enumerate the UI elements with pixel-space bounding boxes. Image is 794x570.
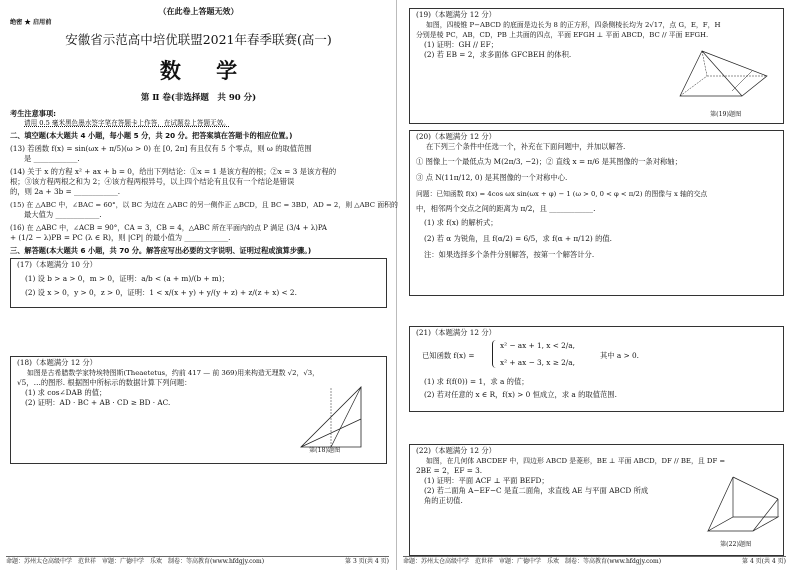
q21-heading: (21)（本题满分 12 分） [416, 328, 496, 337]
q20-part-1: (1) 求 f(x) 的解析式； [424, 218, 498, 227]
q19-part-1: (1) 证明：GH // EF； [424, 40, 498, 49]
q19-text: 如图，四棱锥 P−ABCD 的底面是边长为 8 的正方形，四条侧棱长均为 2√17，点 G，E，F，H [426, 21, 721, 29]
q22-part-3: 角的正切值. [424, 496, 463, 505]
q21-condition: 其中 a > 0. [600, 351, 639, 360]
q22-figure-caption: 第(22)题图 [720, 541, 752, 548]
subject-title: 数 学 [159, 58, 252, 83]
q17-box [10, 258, 387, 308]
secret-mark: 绝密 ★ 启用前 [10, 19, 52, 26]
q21-function-label: 已知函数 f(x) = [422, 351, 475, 360]
q20-part-2: (2) 若 α 为锐角，且 f(α/2) = 6/5，求 f(α + π/12) 的值. [424, 234, 613, 243]
q17-part-1: (1) 设 b > a > 0，m > 0，证明：a/b < (a + m)/(b + m)； [25, 274, 229, 283]
part-title: 第 Ⅱ 卷(非选择题 共 90 分) [140, 93, 257, 103]
q15-text: (15) 在 △ABC 中，∠BAC = 60°，以 BC 为边在 △ABC 的另一侧作正 △BCD，且 BC = 3BD，AD = 2，则 △ABC 面积的 [10, 201, 398, 209]
left-footer-credits: 命题：苏州太仓高级中学 范世祥 审题：广德中学 乐欢 制卷：等高教育(www.hfdgjy.com) [6, 558, 265, 565]
q21-piece-2: x² + ax − 3, x ≥ 2/a, [500, 358, 575, 367]
q22-part-2: (2) 若二面角 A−EF−C 是直二面角，求直线 AE 与平面 ABCD 所成 [424, 486, 649, 495]
q15-text-2: 最大值为 ____________. [24, 210, 102, 219]
q20-intro: 在下列三个条件中任选一个，补充在下面问题中，并加以解答. [426, 142, 626, 151]
q13-text: (13) 若函数 f(x) = sin(ωx + π/5)(ω > 0) 在 [0, 2π] 有且仅有 5 个零点，则 ω 的取值范围 [10, 144, 312, 153]
q16-text-2: + (1/2 − λ)PB = PC (λ ∈ R)，则 |CP| 的最小值为 ____________. [10, 233, 231, 242]
q18-figure [291, 379, 391, 459]
exam-title: 安徽省示范高中培优联盟2021年春季联赛(高一) [65, 32, 332, 47]
left-footer [6, 556, 389, 566]
invalid-notice: （在此卷上答题无效） [158, 6, 239, 16]
q20-condition-1-2: ① 图像上一个最低点为 M(2π/3, −2)；② 直线 x = π/6 是其图像的一条对称轴； [416, 157, 682, 166]
q20-text-2: 中，相邻两个交点之间的距离为 π/2，且 ____________. [416, 204, 596, 213]
q20-text: 问题：已知函数 f(x) = 4cos ωx sin(ωx + φ) − 1 (ω > 0, 0 < φ < π/2) 的图像与 x 轴的交点 [416, 190, 708, 198]
q14-text-3: 的，则 2a + 3b = ____________. [10, 187, 121, 196]
q18-part-1: (1) 求 cos∠DAB 的值； [25, 388, 107, 397]
q18-part-2: (2) 证明：AD · BC + AB · CD ≥ BD · AC. [25, 398, 171, 407]
q20-box [409, 130, 784, 296]
q17-part-2: (2) 设 x > 0，y > 0，z > 0，证明：1 < x/(x + y) + y/(y + z) + z/(z + x) < 2. [25, 288, 297, 297]
q19-text-2: 分别是棱 PC，AB，CD，PB 上共面的四点，平面 EFGH ⊥ 平面 ABCD，BC // 平面 EFGH. [416, 31, 709, 39]
q14-text-2: 根；③该方程两根之和为 2；④该方程两根异号，以上四个结论有且仅有一个结论是错误 [10, 177, 295, 186]
right-page-number: 第 4 页(共 4 页) [742, 558, 786, 565]
q19-heading: (19)（本题满分 12 分） [416, 10, 496, 19]
q19-box [409, 8, 784, 124]
q20-heading: (20)（本题满分 12 分） [416, 132, 496, 141]
q21-part-1: (1) 求 f(f(0)) = 1，求 a 的值； [424, 377, 529, 386]
q22-figure [698, 469, 788, 539]
q18-text: 如图是古希腊数学家特埃特图斯(Theaetetus，约前 417 — 前 369)用来构造无理数 √2，√3， [27, 369, 320, 377]
q19-figure [672, 41, 782, 111]
q20-note: 注：如果选择多个条件分别解答，按第一个解答计分. [424, 250, 595, 259]
q13-text-2: 是 ____________. [24, 154, 80, 163]
q19-figure-caption: 第(19)题图 [710, 111, 742, 118]
q21-part-2: (2) 若对任意的 x ∈ R，f(x) > 0 恒成立，求 a 的取值范围. [424, 390, 617, 399]
right-footer [403, 556, 786, 566]
q18-heading: (18)（本题满分 12 分） [17, 358, 97, 367]
right-footer-credits: 命题：苏州太仓高级中学 范世祥 审题：广德中学 乐欢 制卷：等高教育(www.hfdgjy.com) [403, 558, 662, 565]
notes-body: 请用 0.5 毫米黑色墨水签字笔在答题卡上作答，在试题卷上答题无效。 [24, 119, 230, 127]
q22-text-2: 2BE = 2，EF = 3. [416, 466, 483, 475]
q22-heading: (22)（本题满分 12 分） [416, 446, 496, 455]
q22-text: 如图，在几何体 ABCDEF 中，四边形 ABCD 是菱形，BE ⊥ 平面 ABCD，DF // BE，且 DF = [426, 457, 726, 465]
q16-text: (16) 在 △ABC 中，∠ACB = 90°，CA = 3，CB = 4，△ABC 所在平面内的点 P 满足 (3/4 + λ)PA [10, 224, 327, 232]
q21-brace [492, 340, 499, 368]
left-page-number: 第 3 页(共 4 页) [345, 558, 389, 565]
q21-box [409, 326, 784, 412]
q18-figure-caption: 第(18)题图 [309, 447, 341, 454]
q22-box [409, 444, 784, 556]
q17-heading: (17)（本题满分 10 分） [17, 260, 97, 269]
right-page [397, 0, 794, 570]
q22-part-1: (1) 证明：平面 ACF ⊥ 平面 BEFD； [424, 476, 549, 485]
q19-part-2: (2) 若 EB = 2，求多面体 GFCBEH 的体积. [424, 50, 572, 59]
q20-condition-3: ③ 点 N(11π/12, 0) 是其图像的一个对称中心. [416, 173, 568, 182]
q18-box [10, 356, 387, 464]
notes-heading: 考生注意事项: [10, 109, 56, 118]
section-3-heading: 三、解答题(本大题共 6 小题，共 70 分。解答应写出必要的文字说明、证明过程或演算步骤。) [10, 246, 312, 255]
q18-text-2: √5，…的图形. 根据图中所标示的数据计算下列问题： [17, 378, 192, 387]
q21-piece-1: x² − ax + 1, x < 2/a, [500, 341, 575, 350]
section-2-heading: 二、填空题(本大题共 4 小题，每小题 5 分，共 20 分。把答案填在答题卡的相应位置。) [10, 131, 293, 140]
q14-text: (14) 关于 x 的方程 x² + ax + b = 0，给出下列结论：①x = 1 是该方程的根；②x = 3 是该方程的 [10, 167, 337, 176]
